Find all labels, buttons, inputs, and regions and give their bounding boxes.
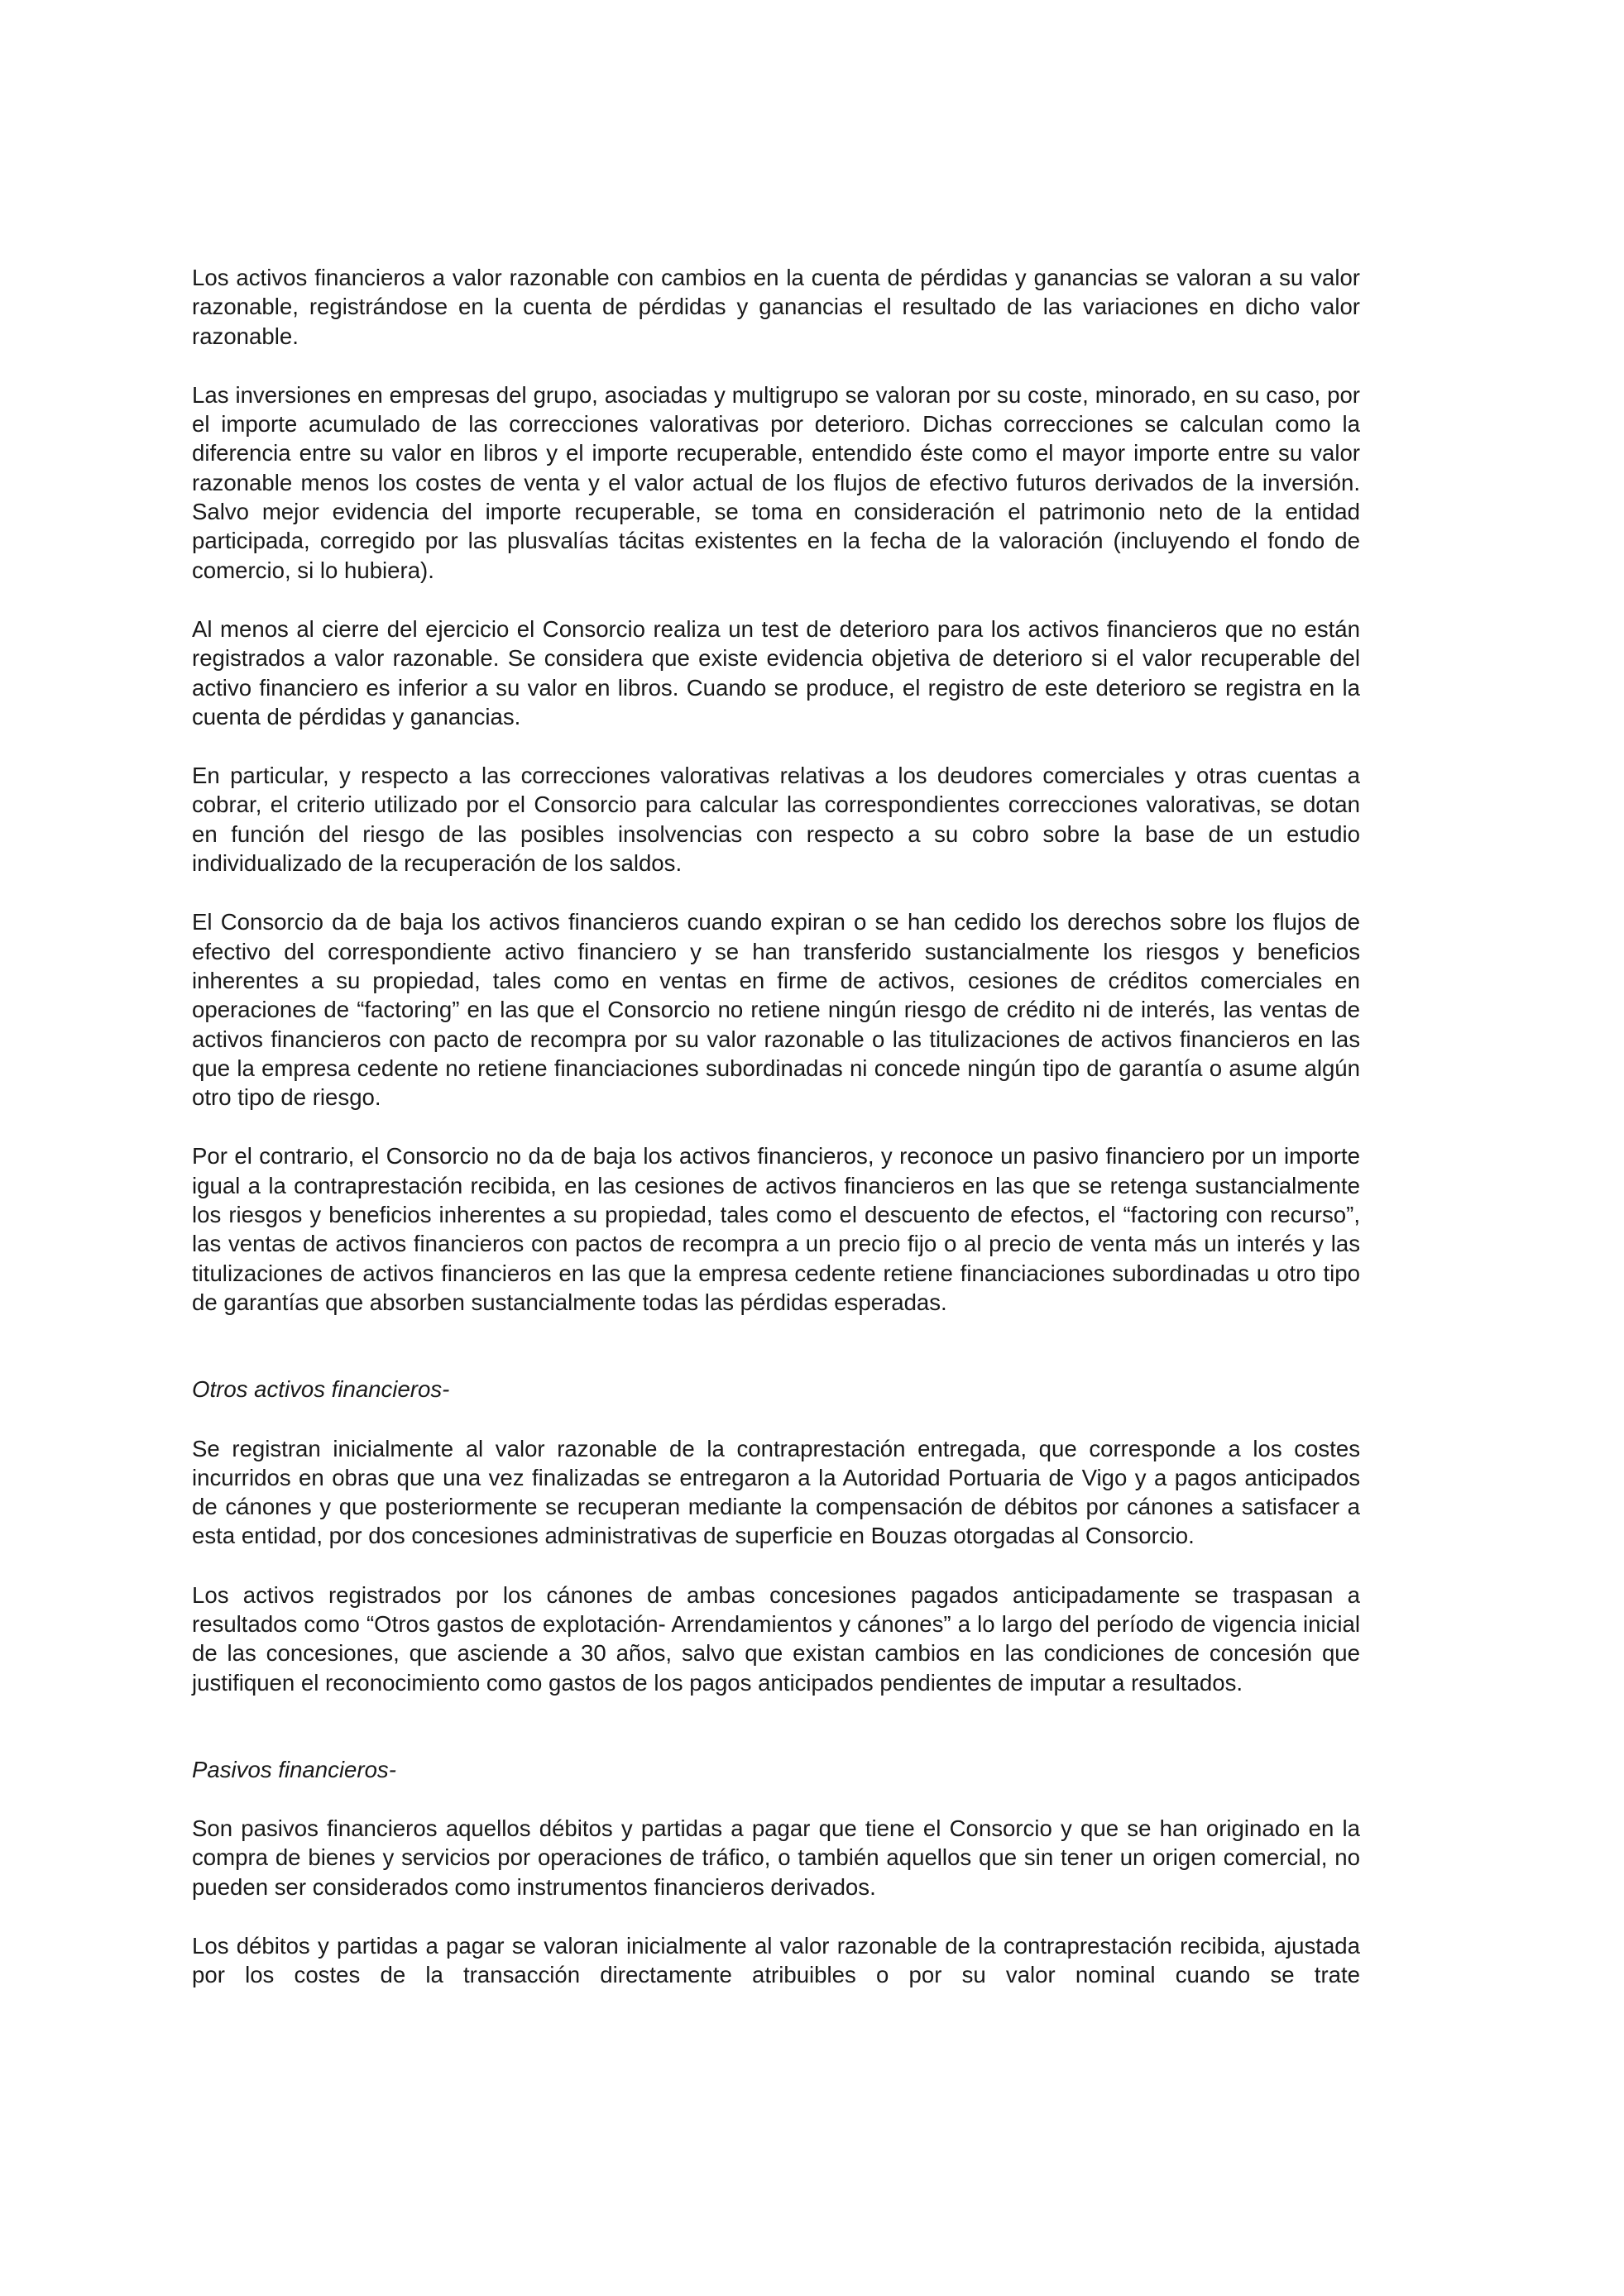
- paragraph-definicion-pasivos: Son pasivos financieros aquellos débitos y partidas a pagar que tiene el Consorcio y que se han originado en la compra de bienes y servicios por operaciones de tráfico, o también aquellos que sin tener un origen comercial, no pueden ser considerados como instrumentos financieros derivados.: [192, 1815, 1360, 1900]
- paragraph-registro-inicial: Se registran inicialmente al valor razonable de la contraprestación entregada, que corresponde a los costes incurridos en obras que una vez finalizadas se entregaron a la Autoridad Portuaria de Vigo y a pagos anticipados de cánones y que posteriormente se recuperan mediante la compensación de débitos por cánones a satisfacer a esta entidad, por dos concesiones administrativas de superficie en Bouzas otorgadas al Consorcio.: [192, 1435, 1360, 1549]
- paragraph-baja-activos: El Consorcio da de baja los activos financieros cuando expiran o se han cedido los derechos sobre los flujos de efectivo del correspondiente activo financiero y se han transferido sustancialmente los riesgos y beneficios inherentes a su propiedad, tales como en ventas en firme de activos, cesiones de créditos comerciales en operaciones de “factoring” en las que el Consorcio no retiene ningún riesgo de crédito ni de interés, las ventas de activos financieros con pacto de recompra por su valor razonable o las titulizaciones de activos financieros en las que la empresa cedente no retiene financiaciones subordinadas ni concede ningún tipo de garantía o asume algún otro tipo de riesgo.: [192, 909, 1360, 1111]
- heading-pasivos-financieros: Pasivos financieros-: [192, 1756, 396, 1782]
- paragraph-canones-concesiones: Los activos registrados por los cánones de ambas concesiones pagados anticipadamente se traspasan a resultados como “Otros gastos de explotación- Arrendamientos y cánones” a lo largo del período de vigencia inicial de las concesiones, que asciende a 30 años, salvo que existan cambios en las condiciones de concesión que justifiquen el reconocimiento como gastos de los pagos anticipados pendientes de imputar a resultados.: [192, 1581, 1360, 1696]
- paragraph-test-deterioro: Al menos al cierre del ejercicio el Consorcio realiza un test de deterioro para los activos financieros que no están registrados a valor razonable. Se considera que existe evidencia objetiva de deterioro si el valor recuperable del activo financiero es inferior a su valor en libros. Cuando se produce, el registro de este deterioro se registra en la cuenta de pérdidas y ganancias.: [192, 615, 1360, 729]
- document-page: [192, 263, 1360, 2020]
- paragraph-correcciones-deudores: En particular, y respecto a las correcciones valorativas relativas a los deudores comerciales y otras cuentas a cobrar, el criterio utilizado por el Consorcio para calcular las correspondientes correcciones valorativas, se dotan en función del riesgo de las posibles insolvencias con respecto a su cobro sobre la base de un estudio individualizado de la recuperación de los saldos.: [192, 763, 1360, 877]
- paragraph-inversiones-grupo: Las inversiones en empresas del grupo, asociadas y multigrupo se valoran por su coste, minorado, en su caso, por el importe acumulado de las correcciones valorativas por deterioro. Dichas correcciones se calculan como la diferencia entre su valor en libros y el importe recuperable, entendido éste como el mayor importe entre su valor razonable menos los costes de venta y el valor actual de los flujos de efectivo futuros derivados de la inversión. Salvo mejor evidencia del importe recuperable, se toma en consideración el patrimonio neto de la entidad participada, corregido por las plusvalías tácitas existentes en la fecha de la valoración (incluyendo el fondo de comercio, si lo hubiera).: [192, 381, 1360, 583]
- heading-otros-activos-financieros: Otros activos financieros-: [192, 1376, 450, 1403]
- paragraph-debitos-partidas: Los débitos y partidas a pagar se valoran inicialmente al valor razonable de la contraprestación recibida, ajustada por los costes de la transacción directamente atribuibles o por su valor nominal cuando se trate: [192, 1933, 1360, 1988]
- paragraph-valor-razonable: Los activos financieros a valor razonable con cambios en la cuenta de pérdidas y ganancias se valoran a su valor razonable, registrándose en la cuenta de pérdidas y ganancias el resultado de las variaciones en dicho valor razonable.: [192, 265, 1360, 349]
- paragraph-no-baja-activos: Por el contrario, el Consorcio no da de baja los activos financieros, y reconoce un pasivo financiero por un importe igual a la contraprestación recibida, en las cesiones de activos financieros en las que se retenga sustancialmente los riesgos y beneficios inherentes a su propiedad, tales como el descuento de efectos, el “factoring con recurso”, las ventas de activos financieros con pactos de recompra a un precio fijo o al precio de venta más un interés y las titulizaciones de activos financieros en las que la empresa cedente retiene financiaciones subordinadas u otro tipo de garantías que absorben sustancialmente todas las pérdidas esperadas.: [192, 1143, 1360, 1315]
